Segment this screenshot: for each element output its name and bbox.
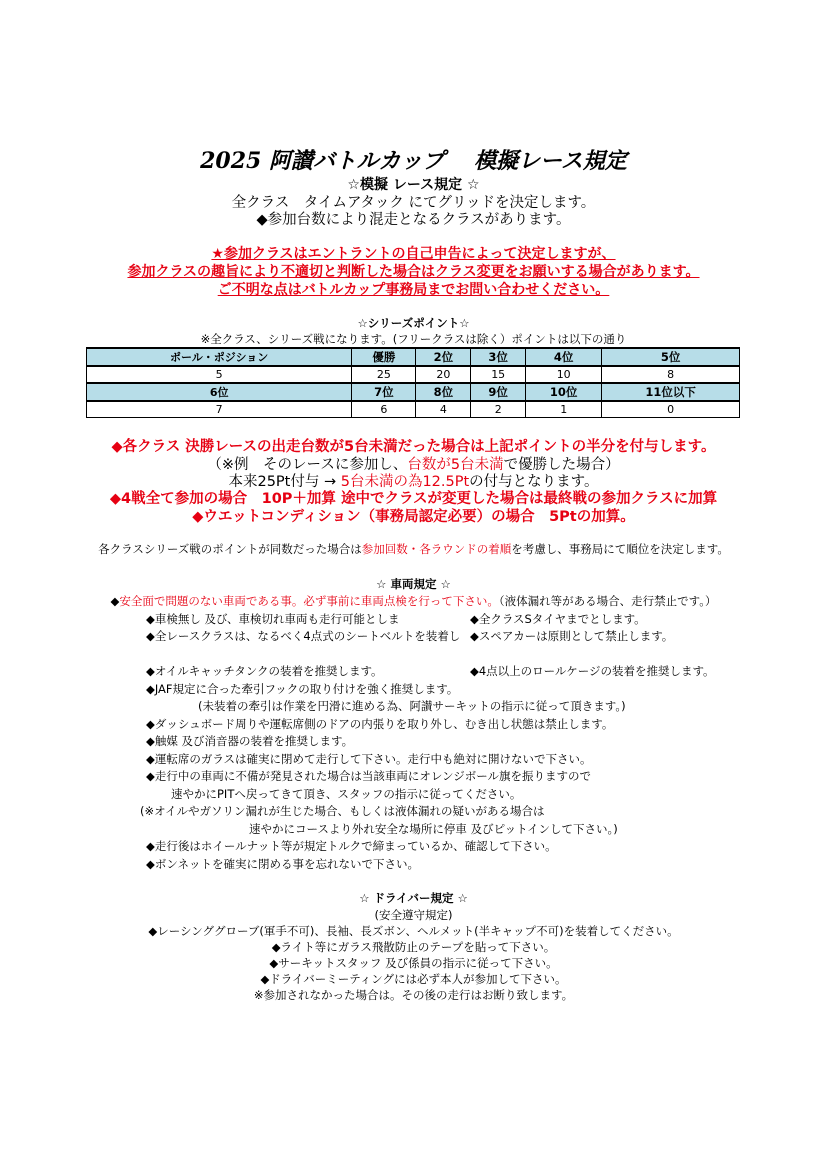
vehicle-catch-tank: ◆オイルキャッチタンクの装着を推奨します。 <box>146 664 383 678</box>
vehicle-s-tire: ◆全クラスSタイヤまでとします。 <box>470 612 646 626</box>
vehicle-oil-leak-2: 速やかにコースより外れ安全な場所に停車 及びピットインして下さい。) <box>249 822 618 836</box>
vehicle-dashboard: ◆ダッシュボード周りや運転席側のドアの内張りを取り外し、むき出し状態は禁止します。 <box>146 717 614 731</box>
driver-staff: ◆サーキットスタッフ 及び係員の指示に従って下さい。 <box>269 956 558 970</box>
table-cell: 6 <box>352 401 416 418</box>
table-cell: 6位 <box>87 383 352 401</box>
notice-line-3: ご不明な点はバトルカップ事務局までお問い合わせください。 <box>217 282 610 298</box>
driver-heading: ☆ ドライバー規定 ☆ <box>359 891 468 905</box>
driver-meeting: ◆ドライバーミーティングには必ず本人が参加して下さい。 <box>260 972 567 986</box>
vehicle-jaf-hook: ◆JAF規定に合った牽引フックの取り付けを強く推奨します。 <box>146 682 459 696</box>
vehicle-orange-ball: ◆走行中の車両に不備が発見された場合は当該車両にオレンジボール旗を振りますので <box>146 769 592 783</box>
table-cell: 2 <box>471 401 526 418</box>
vehicle-oil-leak: (※オイルやガソリン漏れが生じた場合、もしくは液体漏れの疑いがある場合は <box>140 804 545 818</box>
vehicle-catalyst: ◆触媒 及び消音器の装着を推奨します。 <box>146 734 354 748</box>
wet-condition-bonus: ◆ウエットコンディション（事務局認定必要）の場合 5Ptの加算。 <box>192 509 635 525</box>
table-cell: 15 <box>471 366 526 383</box>
table-cell: 10 <box>526 366 602 383</box>
vehicle-shaken: ◆車検無し 及び、車検切れ車両も走行可能としま <box>146 612 400 626</box>
tiebreak-rule: 各クラスシリーズ戦のポイントが同数だった場合は参加回数・各ラウンドの着順を考慮し、事務局にて順位を決定します。 <box>98 542 729 556</box>
vehicle-roll-cage: ◆4点以上のロールケージの装着を推奨します。 <box>470 664 715 678</box>
vehicle-orange-ball-2: 速やかにPITへ戻ってきて頂き、スタッフの指示に従ってください。 <box>171 787 522 801</box>
table-cell: 11位以下 <box>602 383 740 401</box>
half-points-example: （※例 そのレースに参加し、台数が5台未満で優勝した場合） <box>207 457 620 473</box>
vehicle-seatbelt: ◆全レースクラスは、なるべく4点式のシートベルトを装着し <box>146 629 461 643</box>
full-attendance-bonus: ◆4戦全て参加の場合 10P＋加算 途中でクラスが変更した場合は最終戦の参加クラスに加算 <box>109 491 718 507</box>
table-cell: 5位 <box>602 348 740 366</box>
series-points-table <box>86 347 740 418</box>
section-subtitle: ☆模擬 レース規定 ☆ <box>347 177 480 193</box>
driver-lights: ◆ライト等にガラス飛散防止のテープを貼って下さい。 <box>271 940 556 954</box>
table-cell: 9位 <box>471 383 526 401</box>
table-cell: 2位 <box>416 348 471 366</box>
table-cell: 4 <box>416 401 471 418</box>
table-cell: 0 <box>602 401 740 418</box>
driver-absent: ※参加されなかった場合は。その後の走行はお断り致します。 <box>253 988 574 1002</box>
table-cell: 優勝 <box>352 348 416 366</box>
table-row <box>87 366 740 383</box>
vehicle-glass: ◆運転席のガラスは確実に閉めて走行して下さい。走行中も絶対に開けないで下さい。 <box>146 752 592 766</box>
notice-line-2: 参加クラスの趣旨により不適切と判断した場合はクラス変更をお願いする場合があります。 <box>127 264 700 280</box>
table-cell: 5 <box>87 366 352 383</box>
half-points-calc: 本来25Pt付与 → 5台未満の為12.5Ptの付与となります。 <box>228 474 599 490</box>
driver-subheading: (安全遵守規定) <box>374 908 453 922</box>
table-cell: 7位 <box>352 383 416 401</box>
table-cell: 10位 <box>526 383 602 401</box>
vehicle-bonnet: ◆ボンネットを確実に閉める事を忘れないで下さい。 <box>146 857 419 871</box>
vehicle-wheel-nut: ◆走行後はホイールナット等が規定トルクで締まっているか、確認して下さい。 <box>146 839 557 853</box>
table-cell: 8位 <box>416 383 471 401</box>
half-points-rule: ◆各クラス 決勝レースの出走台数が5台未満だった場合は上記ポイントの半分を付与します。 <box>111 439 716 455</box>
table-row <box>87 348 740 366</box>
table-cell: 4位 <box>526 348 602 366</box>
table-cell: 3位 <box>471 348 526 366</box>
intro-line-1: 全クラス タイムアタック にてグリッドを決定します。 <box>231 195 596 211</box>
table-cell: 20 <box>416 366 471 383</box>
table-row <box>87 401 740 418</box>
vehicle-jaf-note: (未装着の牽引は作業を円滑に進める為、阿讃サーキットの指示に従って頂きます。) <box>198 699 626 713</box>
intro-line-2: ◆参加台数により混走となるクラスがあります。 <box>256 212 571 228</box>
driver-gear: ◆レーシンググローブ(軍手不可)、長袖、長ズボン、ヘルメット(半キャップ不可)を装着してください。 <box>148 924 679 938</box>
table-cell: 25 <box>352 366 416 383</box>
table-row <box>87 383 740 401</box>
table-cell: 8 <box>602 366 740 383</box>
table-cell: ポール・ポジション <box>87 348 352 366</box>
notice-line-1: ★参加クラスはエントラントの自己申告によって決定しますが、 <box>211 246 616 262</box>
series-heading: ☆シリーズポイント☆ <box>357 316 470 330</box>
series-note: ※全クラス、シリーズ戦になります。(フリークラスは除く）ポイントは以下の通り <box>200 332 627 346</box>
vehicle-heading: ☆ 車両規定 ☆ <box>376 577 451 591</box>
vehicle-spare-car: ◆スペアカーは原則として禁止します。 <box>470 629 674 643</box>
table-cell: 7 <box>87 401 352 418</box>
page-title: 2025 阿讃バトルカップ 模擬レース規定 <box>200 148 627 174</box>
vehicle-safety: ◆安全面で問題のない車両である事。必ず事前に車両点検を行って下さい。（液体漏れ等がある場合、走行禁止です。） <box>110 594 717 608</box>
table-cell: 1 <box>526 401 602 418</box>
